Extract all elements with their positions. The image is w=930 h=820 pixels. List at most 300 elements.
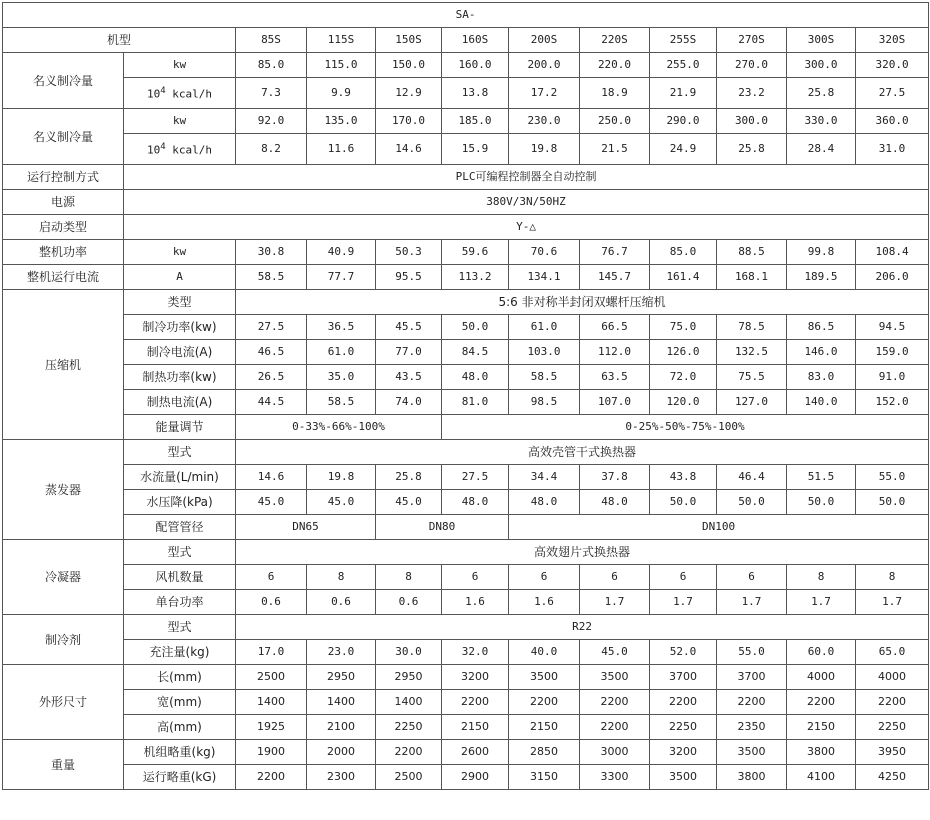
value-cell: 3700 — [650, 665, 717, 690]
compressor-row — [3, 390, 929, 415]
value-cell: 58.5 — [236, 265, 307, 290]
capacity-range-a: 0-33%-66%-100% — [236, 415, 442, 440]
value-cell: 2150 — [787, 715, 856, 740]
value-cell: 6 — [236, 565, 307, 590]
value-cell: 6 — [509, 565, 580, 590]
compressor-type: 5:6 非对称半封闭双螺杆压缩机 — [236, 290, 929, 315]
pipe-size-c: DN100 — [509, 515, 929, 540]
value-cell: 12.9 — [376, 78, 442, 109]
pipe-size-a: DN65 — [236, 515, 376, 540]
unit_current-row — [3, 265, 929, 290]
unit-base: 10 — [146, 143, 161, 157]
value-cell: 3800 — [787, 740, 856, 765]
value-cell: 45.0 — [376, 490, 442, 515]
value-cell: 45.0 — [236, 490, 307, 515]
unit-base: 10 — [146, 87, 161, 101]
value-cell: 6 — [580, 565, 650, 590]
value-cell: 126.0 — [650, 340, 717, 365]
value-cell: 88.5 — [717, 240, 787, 265]
sub-label: 型式 — [124, 540, 236, 565]
compressor-row — [3, 365, 929, 390]
value-cell: 2600 — [442, 740, 509, 765]
value-cell: 94.5 — [856, 315, 929, 340]
value-cell: 3800 — [717, 765, 787, 790]
heating-capacity-label: 名义制冷量 — [3, 109, 124, 165]
condenser-row — [3, 590, 929, 615]
value-cell: 150S — [376, 28, 442, 53]
refrigerant-row — [3, 640, 929, 665]
value-cell: 2200 — [509, 690, 580, 715]
value-cell: 1400 — [307, 690, 376, 715]
value-cell: 50.0 — [856, 490, 929, 515]
value-cell: 6 — [650, 565, 717, 590]
value-cell: 2500 — [376, 765, 442, 790]
value-cell: 1.7 — [717, 590, 787, 615]
value-cell: 17.0 — [236, 640, 307, 665]
value-cell: 61.0 — [307, 340, 376, 365]
value-cell: 81.0 — [442, 390, 509, 415]
value-cell: 91.0 — [856, 365, 929, 390]
unit-cell — [124, 134, 236, 165]
value-cell: 2100 — [307, 715, 376, 740]
value-cell: 115S — [307, 28, 376, 53]
value-cell: 270.0 — [717, 53, 787, 78]
value-cell: 30.0 — [376, 640, 442, 665]
value-cell: 2950 — [376, 665, 442, 690]
value-cell: 300.0 — [717, 109, 787, 134]
value-cell: 320.0 — [856, 53, 929, 78]
value-cell: 103.0 — [509, 340, 580, 365]
value-cell: 75.5 — [717, 365, 787, 390]
unit_power-row — [3, 240, 929, 265]
value-cell: 330.0 — [787, 109, 856, 134]
value-cell: 2500 — [236, 665, 307, 690]
value-cell: 85.0 — [236, 53, 307, 78]
cooling-capacity-label: 名义制冷量 — [3, 53, 124, 109]
value-cell: 72.0 — [650, 365, 717, 390]
value-cell: 1400 — [376, 690, 442, 715]
value-cell: 66.5 — [580, 315, 650, 340]
value-cell: 45.0 — [307, 490, 376, 515]
value-cell: 9.9 — [307, 78, 376, 109]
value-cell: 220.0 — [580, 53, 650, 78]
value-cell: 2150 — [509, 715, 580, 740]
value-cell: 11.6 — [307, 134, 376, 165]
value-cell: 27.5 — [856, 78, 929, 109]
capacity-range-b: 0-25%-50%-75%-100% — [442, 415, 929, 440]
heating-kw-row — [3, 109, 929, 134]
evaporator-label: 蒸发器 — [3, 440, 124, 540]
value-cell: 8 — [307, 565, 376, 590]
value-cell: 230.0 — [509, 109, 580, 134]
value-cell: 65.0 — [856, 640, 929, 665]
value-cell: 1.6 — [442, 590, 509, 615]
value-cell: 32.0 — [442, 640, 509, 665]
value-cell: 50.0 — [787, 490, 856, 515]
value-cell: 75.0 — [650, 315, 717, 340]
value-cell: 51.5 — [787, 465, 856, 490]
value-cell: 77.0 — [376, 340, 442, 365]
evaporator-type-row — [3, 440, 929, 465]
sub-label: 制热功率(kw) — [124, 365, 236, 390]
weight-label: 重量 — [3, 740, 124, 790]
value-cell: 21.9 — [650, 78, 717, 109]
value-cell: 220S — [580, 28, 650, 53]
value-cell: 3300 — [580, 765, 650, 790]
table-title: SA- — [3, 3, 929, 28]
value-cell: 3150 — [509, 765, 580, 790]
sub-label: 机组略重(kg) — [124, 740, 236, 765]
value-cell: 3200 — [650, 740, 717, 765]
value-cell: 36.5 — [307, 315, 376, 340]
start_type-label: 启动类型 — [3, 215, 124, 240]
value-cell: 152.0 — [856, 390, 929, 415]
refrigerant-label: 制冷剂 — [3, 615, 124, 665]
value-cell: 159.0 — [856, 340, 929, 365]
value-cell: 185.0 — [442, 109, 509, 134]
value-cell: 360.0 — [856, 109, 929, 134]
value-cell: 140.0 — [787, 390, 856, 415]
value-cell: 1.7 — [856, 590, 929, 615]
value-cell: 1.6 — [509, 590, 580, 615]
condenser-type-row — [3, 540, 929, 565]
control-value: PLC可编程控制器全自动控制 — [124, 165, 929, 190]
value-cell: 113.2 — [442, 265, 509, 290]
value-cell: 27.5 — [442, 465, 509, 490]
value-cell: 35.0 — [307, 365, 376, 390]
value-cell: 127.0 — [717, 390, 787, 415]
sub-label: 型式 — [124, 440, 236, 465]
value-cell: 74.0 — [376, 390, 442, 415]
value-cell: 0.6 — [376, 590, 442, 615]
value-cell: 3200 — [442, 665, 509, 690]
value-cell: 270S — [717, 28, 787, 53]
value-cell: 2200 — [580, 715, 650, 740]
value-cell: 320S — [856, 28, 929, 53]
value-cell: 160.0 — [442, 53, 509, 78]
value-cell: 34.4 — [509, 465, 580, 490]
value-cell: 85.0 — [650, 240, 717, 265]
control-row — [3, 165, 929, 190]
sub-label: 能量调节 — [124, 415, 236, 440]
value-cell: 24.9 — [650, 134, 717, 165]
value-cell: 27.5 — [236, 315, 307, 340]
model-label: 机型 — [3, 28, 236, 53]
compressor-row — [3, 340, 929, 365]
unit_current-label: 整机运行电流 — [3, 265, 124, 290]
value-cell: 3500 — [580, 665, 650, 690]
value-cell: 58.5 — [307, 390, 376, 415]
value-cell: 4000 — [787, 665, 856, 690]
value-cell: 40.9 — [307, 240, 376, 265]
value-cell: 19.8 — [307, 465, 376, 490]
evaporator-type: 高效壳管干式换热器 — [236, 440, 929, 465]
value-cell: 4100 — [787, 765, 856, 790]
value-cell: 3700 — [717, 665, 787, 690]
value-cell: 0.6 — [236, 590, 307, 615]
value-cell: 250.0 — [580, 109, 650, 134]
value-cell: 48.0 — [442, 490, 509, 515]
value-cell: 15.9 — [442, 134, 509, 165]
value-cell: 48.0 — [580, 490, 650, 515]
sub-label: 水流量(L/min) — [124, 465, 236, 490]
value-cell: 2200 — [442, 690, 509, 715]
value-cell: 168.1 — [717, 265, 787, 290]
value-cell: 4250 — [856, 765, 929, 790]
value-cell: 83.0 — [787, 365, 856, 390]
value-cell: 2200 — [856, 690, 929, 715]
unit-cell: kw — [124, 109, 236, 134]
value-cell: 3000 — [580, 740, 650, 765]
value-cell: 2200 — [376, 740, 442, 765]
value-cell: 46.4 — [717, 465, 787, 490]
value-cell: 58.5 — [509, 365, 580, 390]
value-cell: 60.0 — [787, 640, 856, 665]
unit-cell: A — [124, 265, 236, 290]
compressor-type-row — [3, 290, 929, 315]
value-cell: 45.5 — [376, 315, 442, 340]
value-cell: 1.7 — [580, 590, 650, 615]
cooling-kw-row — [3, 53, 929, 78]
value-cell: 112.0 — [580, 340, 650, 365]
value-cell: 98.5 — [509, 390, 580, 415]
unit_power-label: 整机功率 — [3, 240, 124, 265]
refrigerant-type-row — [3, 615, 929, 640]
value-cell: 200S — [509, 28, 580, 53]
value-cell: 2350 — [717, 715, 787, 740]
value-cell: 2900 — [442, 765, 509, 790]
value-cell: 2200 — [717, 690, 787, 715]
value-cell: 160S — [442, 28, 509, 53]
value-cell: 52.0 — [650, 640, 717, 665]
evaporator-row — [3, 465, 929, 490]
sub-label: 运行略重(kG) — [124, 765, 236, 790]
value-cell: 46.5 — [236, 340, 307, 365]
value-cell: 3500 — [717, 740, 787, 765]
value-cell: 255.0 — [650, 53, 717, 78]
value-cell: 2250 — [856, 715, 929, 740]
weight-row — [3, 740, 929, 765]
value-cell: 59.6 — [442, 240, 509, 265]
compressor-row — [3, 315, 929, 340]
value-cell: 1.7 — [650, 590, 717, 615]
sub-label: 型式 — [124, 615, 236, 640]
value-cell: 120.0 — [650, 390, 717, 415]
value-cell: 92.0 — [236, 109, 307, 134]
dimensions-row — [3, 715, 929, 740]
value-cell: 45.0 — [580, 640, 650, 665]
value-cell: 2150 — [442, 715, 509, 740]
sub-label: 高(mm) — [124, 715, 236, 740]
value-cell: 3950 — [856, 740, 929, 765]
value-cell: 2250 — [650, 715, 717, 740]
value-cell: 84.5 — [442, 340, 509, 365]
value-cell: 63.5 — [580, 365, 650, 390]
value-cell: 146.0 — [787, 340, 856, 365]
sub-label: 单台功率 — [124, 590, 236, 615]
unit-text: kcal/h — [165, 143, 213, 157]
value-cell: 206.0 — [856, 265, 929, 290]
start_type-value: Y-△ — [124, 215, 929, 240]
unit-cell — [124, 78, 236, 109]
value-cell: 55.0 — [856, 465, 929, 490]
power_supply-row — [3, 190, 929, 215]
start_type-row — [3, 215, 929, 240]
unit-cell: kw — [124, 53, 236, 78]
value-cell: 50.0 — [650, 490, 717, 515]
sub-label: 类型 — [124, 290, 236, 315]
value-cell: 2200 — [580, 690, 650, 715]
value-cell: 2200 — [236, 765, 307, 790]
pipe-row — [3, 515, 929, 540]
value-cell: 170.0 — [376, 109, 442, 134]
value-cell: 2250 — [376, 715, 442, 740]
value-cell: 21.5 — [580, 134, 650, 165]
unit-text: kcal/h — [165, 87, 213, 101]
sub-label: 制热电流(A) — [124, 390, 236, 415]
spec-table — [2, 2, 929, 790]
value-cell: 2950 — [307, 665, 376, 690]
value-cell: 115.0 — [307, 53, 376, 78]
value-cell: 48.0 — [509, 490, 580, 515]
value-cell: 76.7 — [580, 240, 650, 265]
value-cell: 25.8 — [717, 134, 787, 165]
value-cell: 135.0 — [307, 109, 376, 134]
value-cell: 95.5 — [376, 265, 442, 290]
value-cell: 7.3 — [236, 78, 307, 109]
value-cell: 2200 — [787, 690, 856, 715]
value-cell: 50.0 — [717, 490, 787, 515]
unit-exponent: 4 — [160, 86, 166, 97]
value-cell: 50.0 — [442, 315, 509, 340]
value-cell: 30.8 — [236, 240, 307, 265]
value-cell: 26.5 — [236, 365, 307, 390]
value-cell: 145.7 — [580, 265, 650, 290]
value-cell: 2200 — [650, 690, 717, 715]
value-cell: 8.2 — [236, 134, 307, 165]
value-cell: 48.0 — [442, 365, 509, 390]
value-cell: 1.7 — [787, 590, 856, 615]
dimensions-row — [3, 665, 929, 690]
value-cell: 70.6 — [509, 240, 580, 265]
value-cell: 108.4 — [856, 240, 929, 265]
value-cell: 78.5 — [717, 315, 787, 340]
value-cell: 300.0 — [787, 53, 856, 78]
value-cell: 1925 — [236, 715, 307, 740]
value-cell: 44.5 — [236, 390, 307, 415]
dimensions-row — [3, 690, 929, 715]
value-cell: 300S — [787, 28, 856, 53]
value-cell: 55.0 — [717, 640, 787, 665]
model-row — [3, 28, 929, 53]
value-cell: 25.8 — [787, 78, 856, 109]
value-cell: 61.0 — [509, 315, 580, 340]
power_supply-label: 电源 — [3, 190, 124, 215]
value-cell: 28.4 — [787, 134, 856, 165]
value-cell: 23.0 — [307, 640, 376, 665]
dimensions-label: 外形尺寸 — [3, 665, 124, 740]
sub-label: 配管管径 — [124, 515, 236, 540]
value-cell: 19.8 — [509, 134, 580, 165]
capacity-row — [3, 415, 929, 440]
evaporator-row — [3, 490, 929, 515]
value-cell: 161.4 — [650, 265, 717, 290]
value-cell: 13.8 — [442, 78, 509, 109]
value-cell: 85S — [236, 28, 307, 53]
sub-label: 宽(mm) — [124, 690, 236, 715]
value-cell: 18.9 — [580, 78, 650, 109]
sub-label: 长(mm) — [124, 665, 236, 690]
value-cell: 25.8 — [376, 465, 442, 490]
value-cell: 40.0 — [509, 640, 580, 665]
refrigerant-type: R22 — [236, 615, 929, 640]
value-cell: 37.8 — [580, 465, 650, 490]
value-cell: 8 — [787, 565, 856, 590]
value-cell: 2000 — [307, 740, 376, 765]
unit-cell: kw — [124, 240, 236, 265]
value-cell: 1400 — [236, 690, 307, 715]
value-cell: 2850 — [509, 740, 580, 765]
pipe-size-b: DN80 — [376, 515, 509, 540]
value-cell: 1900 — [236, 740, 307, 765]
sub-label: 充注量(kg) — [124, 640, 236, 665]
value-cell: 86.5 — [787, 315, 856, 340]
value-cell: 4000 — [856, 665, 929, 690]
sub-label: 制冷功率(kw) — [124, 315, 236, 340]
condenser-label: 冷凝器 — [3, 540, 124, 615]
condenser-type: 高效翅片式换热器 — [236, 540, 929, 565]
value-cell: 6 — [717, 565, 787, 590]
value-cell: 8 — [856, 565, 929, 590]
value-cell: 134.1 — [509, 265, 580, 290]
value-cell: 14.6 — [236, 465, 307, 490]
value-cell: 43.8 — [650, 465, 717, 490]
value-cell: 31.0 — [856, 134, 929, 165]
value-cell: 200.0 — [509, 53, 580, 78]
sub-label: 制冷电流(A) — [124, 340, 236, 365]
power_supply-value: 380V/3N/50HZ — [124, 190, 929, 215]
value-cell: 0.6 — [307, 590, 376, 615]
weight-row — [3, 765, 929, 790]
condenser-row — [3, 565, 929, 590]
value-cell: 8 — [376, 565, 442, 590]
value-cell: 14.6 — [376, 134, 442, 165]
value-cell: 43.5 — [376, 365, 442, 390]
value-cell: 6 — [442, 565, 509, 590]
value-cell: 189.5 — [787, 265, 856, 290]
value-cell: 150.0 — [376, 53, 442, 78]
unit-exponent: 4 — [160, 142, 166, 153]
control-label: 运行控制方式 — [3, 165, 124, 190]
value-cell: 2300 — [307, 765, 376, 790]
sub-label: 水压降(kPa) — [124, 490, 236, 515]
value-cell: 99.8 — [787, 240, 856, 265]
compressor-label: 压缩机 — [3, 290, 124, 440]
value-cell: 23.2 — [717, 78, 787, 109]
value-cell: 255S — [650, 28, 717, 53]
value-cell: 290.0 — [650, 109, 717, 134]
cooling-kcal-row — [3, 78, 929, 109]
value-cell: 3500 — [509, 665, 580, 690]
value-cell: 50.3 — [376, 240, 442, 265]
value-cell: 77.7 — [307, 265, 376, 290]
value-cell: 132.5 — [717, 340, 787, 365]
heating-kcal-row — [3, 134, 929, 165]
value-cell: 3500 — [650, 765, 717, 790]
value-cell: 107.0 — [580, 390, 650, 415]
title-row — [3, 3, 929, 28]
value-cell: 17.2 — [509, 78, 580, 109]
